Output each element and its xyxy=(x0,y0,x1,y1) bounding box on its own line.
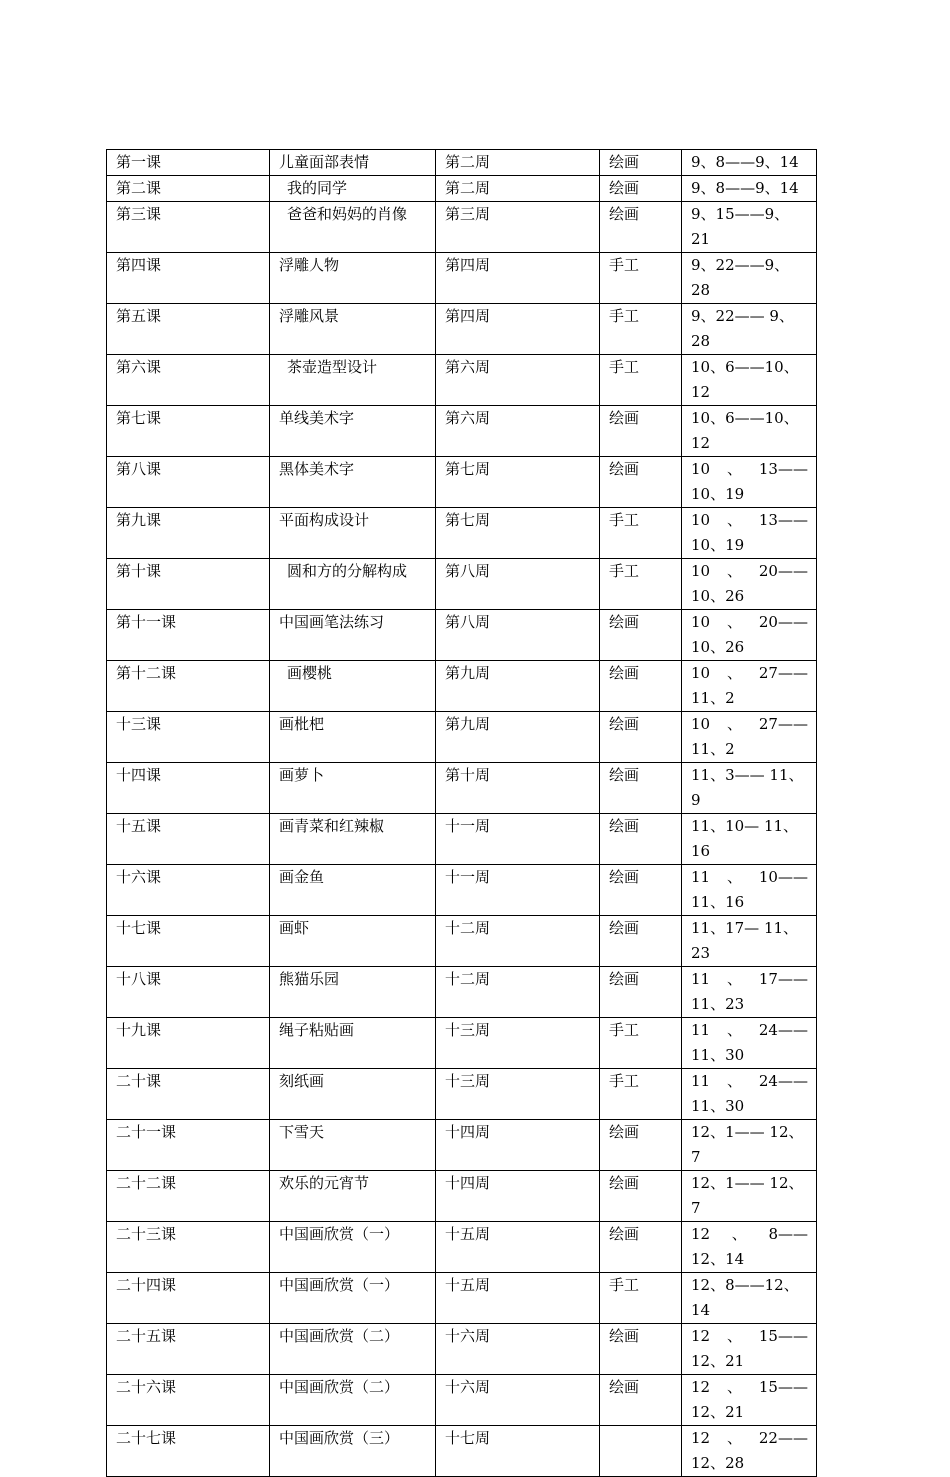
type-cell: 绘画 xyxy=(600,150,682,176)
table-row xyxy=(107,457,817,508)
topic-cell: 刻纸画 xyxy=(270,1069,436,1120)
type-cell: 手工 xyxy=(600,355,682,406)
topic-cell: 中国画欣赏（三） xyxy=(270,1426,436,1477)
date-range-line: 10 、 13—— xyxy=(691,511,808,529)
week-cell: 十五周 xyxy=(436,1273,600,1324)
type-cell: 手工 xyxy=(600,1018,682,1069)
date-range-line: 10 、 13—— xyxy=(691,460,808,478)
lesson-schedule-table xyxy=(106,149,817,1477)
week-cell: 十五周 xyxy=(436,1222,600,1273)
table-row xyxy=(107,763,817,814)
topic-cell: 画青菜和红辣椒 xyxy=(270,814,436,865)
date-range-line: 11、23 xyxy=(691,995,745,1013)
week-cell: 十二周 xyxy=(436,916,600,967)
date-range-line: 11、2 xyxy=(691,689,735,707)
lesson-cell: 十七课 xyxy=(107,916,270,967)
topic-cell: 熊猫乐园 xyxy=(270,967,436,1018)
lesson-cell: 第十课 xyxy=(107,559,270,610)
type-cell: 绘画 xyxy=(600,1375,682,1426)
date-range-cell xyxy=(682,406,817,457)
date-range-line: 9、8——9、14 xyxy=(691,179,799,197)
date-range-cell xyxy=(682,1018,817,1069)
date-range-line: 11 、 17—— xyxy=(691,970,808,988)
date-range-cell xyxy=(682,1426,817,1477)
date-range-line: 11、3—— 11、9 xyxy=(691,766,804,809)
topic-cell: 浮雕风景 xyxy=(270,304,436,355)
date-range-line: 10 、 20—— xyxy=(691,562,808,580)
date-range-line: 12 、 22—— xyxy=(691,1429,808,1447)
date-range-line: 12、14 xyxy=(691,1250,745,1268)
week-cell: 十六周 xyxy=(436,1324,600,1375)
date-range-cell xyxy=(682,1375,817,1426)
date-range-cell xyxy=(682,202,817,253)
type-cell: 绘画 xyxy=(600,814,682,865)
table-row xyxy=(107,253,817,304)
type-cell: 绘画 xyxy=(600,406,682,457)
table-row xyxy=(107,1324,817,1375)
topic-cell: 圆和方的分解构成 xyxy=(270,559,436,610)
table-row xyxy=(107,1069,817,1120)
week-cell: 十四周 xyxy=(436,1120,600,1171)
type-cell: 绘画 xyxy=(600,916,682,967)
topic-cell: 黑体美术字 xyxy=(270,457,436,508)
date-range-line: 10、19 xyxy=(691,536,745,554)
week-cell: 第六周 xyxy=(436,355,600,406)
table-row xyxy=(107,1273,817,1324)
table-row xyxy=(107,814,817,865)
week-cell: 十二周 xyxy=(436,967,600,1018)
topic-cell: 浮雕人物 xyxy=(270,253,436,304)
date-range-line: 12 、 8—— xyxy=(691,1225,808,1243)
table-row xyxy=(107,1426,817,1477)
date-range-cell xyxy=(682,253,817,304)
date-range-cell xyxy=(682,1222,817,1273)
type-cell: 绘画 xyxy=(600,712,682,763)
lesson-cell: 十四课 xyxy=(107,763,270,814)
lesson-cell: 第九课 xyxy=(107,508,270,559)
date-range-cell xyxy=(682,814,817,865)
date-range-cell xyxy=(682,1324,817,1375)
week-cell: 第九周 xyxy=(436,712,600,763)
date-range-line: 9、22—— 9、28 xyxy=(691,307,794,350)
lesson-cell: 二十一课 xyxy=(107,1120,270,1171)
table-row xyxy=(107,559,817,610)
lesson-cell: 第六课 xyxy=(107,355,270,406)
type-cell: 手工 xyxy=(600,559,682,610)
week-cell: 第八周 xyxy=(436,610,600,661)
date-range-line: 12、28 xyxy=(691,1454,745,1472)
topic-cell: 画金鱼 xyxy=(270,865,436,916)
date-range-cell xyxy=(682,967,817,1018)
week-cell: 十三周 xyxy=(436,1018,600,1069)
topic-cell: 儿童面部表情 xyxy=(270,150,436,176)
date-range-cell xyxy=(682,1171,817,1222)
lesson-cell: 二十三课 xyxy=(107,1222,270,1273)
date-range-line: 12、1—— 12、7 xyxy=(691,1123,804,1166)
date-range-cell xyxy=(682,150,817,176)
date-range-line: 10、6——10、12 xyxy=(691,358,799,401)
table-row xyxy=(107,1018,817,1069)
topic-cell: 欢乐的元宵节 xyxy=(270,1171,436,1222)
lesson-cell: 第七课 xyxy=(107,406,270,457)
type-cell: 绘画 xyxy=(600,967,682,1018)
date-range-line: 9、22——9、28 xyxy=(691,256,790,299)
type-cell: 绘画 xyxy=(600,865,682,916)
date-range-line: 12、1—— 12、7 xyxy=(691,1174,804,1217)
date-range-line: 10、6——10、12 xyxy=(691,409,799,452)
topic-cell: 画萝卜 xyxy=(270,763,436,814)
table-row xyxy=(107,355,817,406)
lesson-cell: 十五课 xyxy=(107,814,270,865)
table-row xyxy=(107,661,817,712)
type-cell: 绘画 xyxy=(600,1120,682,1171)
table-row xyxy=(107,1171,817,1222)
type-cell: 绘画 xyxy=(600,202,682,253)
table-row xyxy=(107,202,817,253)
date-range-cell xyxy=(682,1069,817,1120)
date-range-line: 12、21 xyxy=(691,1403,745,1421)
topic-cell: 中国画欣赏（二） xyxy=(270,1375,436,1426)
week-cell: 第十周 xyxy=(436,763,600,814)
date-range-line: 9、8——9、14 xyxy=(691,153,799,171)
type-cell: 手工 xyxy=(600,1069,682,1120)
lesson-cell: 十三课 xyxy=(107,712,270,763)
lesson-cell: 第五课 xyxy=(107,304,270,355)
lesson-cell: 第八课 xyxy=(107,457,270,508)
date-range-line: 10 、 27—— xyxy=(691,664,808,682)
date-range-line: 11、10— 11、16 xyxy=(691,817,799,860)
type-cell: 绘画 xyxy=(600,661,682,712)
date-range-line: 11、17— 11、23 xyxy=(691,919,799,962)
type-cell: 绘画 xyxy=(600,1222,682,1273)
table-row xyxy=(107,406,817,457)
week-cell: 第二周 xyxy=(436,150,600,176)
week-cell: 第三周 xyxy=(436,202,600,253)
date-range-cell xyxy=(682,712,817,763)
topic-cell: 画樱桃 xyxy=(270,661,436,712)
date-range-line: 11 、 24—— xyxy=(691,1072,808,1090)
topic-cell: 我的同学 xyxy=(270,176,436,202)
date-range-line: 11、16 xyxy=(691,893,745,911)
date-range-line: 11、30 xyxy=(691,1046,745,1064)
topic-cell: 爸爸和妈妈的肖像 xyxy=(270,202,436,253)
date-range-cell xyxy=(682,661,817,712)
date-range-cell xyxy=(682,865,817,916)
topic-cell: 中国画欣赏（二） xyxy=(270,1324,436,1375)
table-row xyxy=(107,150,817,176)
date-range-line: 12、21 xyxy=(691,1352,745,1370)
lesson-cell: 二十五课 xyxy=(107,1324,270,1375)
date-range-cell xyxy=(682,1273,817,1324)
date-range-cell xyxy=(682,559,817,610)
topic-cell: 平面构成设计 xyxy=(270,508,436,559)
lesson-cell: 二十二课 xyxy=(107,1171,270,1222)
type-cell: 手工 xyxy=(600,253,682,304)
date-range-cell xyxy=(682,610,817,661)
table-row xyxy=(107,712,817,763)
week-cell: 十六周 xyxy=(436,1375,600,1426)
date-range-cell xyxy=(682,916,817,967)
lesson-cell: 二十六课 xyxy=(107,1375,270,1426)
date-range-line: 10 、 27—— xyxy=(691,715,808,733)
type-cell: 手工 xyxy=(600,304,682,355)
date-range-line: 12 、 15—— xyxy=(691,1327,808,1345)
date-range-cell xyxy=(682,176,817,202)
date-range-line: 10、19 xyxy=(691,485,745,503)
date-range-line: 11、2 xyxy=(691,740,735,758)
topic-cell: 下雪天 xyxy=(270,1120,436,1171)
date-range-cell xyxy=(682,1120,817,1171)
week-cell: 第六周 xyxy=(436,406,600,457)
date-range-line: 11 、 24—— xyxy=(691,1021,808,1039)
date-range-cell xyxy=(682,457,817,508)
type-cell: 绘画 xyxy=(600,1171,682,1222)
table-row xyxy=(107,1120,817,1171)
date-range-line: 11 、 10—— xyxy=(691,868,808,886)
type-cell: 绘画 xyxy=(600,457,682,508)
table-row xyxy=(107,176,817,202)
topic-cell: 画虾 xyxy=(270,916,436,967)
date-range-line: 12、8——12、14 xyxy=(691,1276,799,1319)
week-cell: 十一周 xyxy=(436,814,600,865)
date-range-line: 11、30 xyxy=(691,1097,745,1115)
week-cell: 第二周 xyxy=(436,176,600,202)
table-row xyxy=(107,1222,817,1273)
topic-cell: 茶壶造型设计 xyxy=(270,355,436,406)
lesson-cell: 第十一课 xyxy=(107,610,270,661)
type-cell xyxy=(600,1426,682,1477)
lesson-cell: 十六课 xyxy=(107,865,270,916)
week-cell: 第七周 xyxy=(436,457,600,508)
table-row xyxy=(107,865,817,916)
week-cell: 第四周 xyxy=(436,253,600,304)
lesson-cell: 二十课 xyxy=(107,1069,270,1120)
week-cell: 十一周 xyxy=(436,865,600,916)
week-cell: 十三周 xyxy=(436,1069,600,1120)
topic-cell: 中国画欣赏（一） xyxy=(270,1222,436,1273)
week-cell: 十七周 xyxy=(436,1426,600,1477)
date-range-line: 10、26 xyxy=(691,587,745,605)
week-cell: 第七周 xyxy=(436,508,600,559)
table-row xyxy=(107,1375,817,1426)
table-row xyxy=(107,304,817,355)
schedule-body xyxy=(107,150,817,1477)
week-cell: 十四周 xyxy=(436,1171,600,1222)
lesson-cell: 十八课 xyxy=(107,967,270,1018)
type-cell: 手工 xyxy=(600,1273,682,1324)
type-cell: 绘画 xyxy=(600,610,682,661)
topic-cell: 中国画欣赏（一） xyxy=(270,1273,436,1324)
lesson-cell: 十九课 xyxy=(107,1018,270,1069)
topic-cell: 单线美术字 xyxy=(270,406,436,457)
lesson-cell: 二十七课 xyxy=(107,1426,270,1477)
topic-cell: 画枇杷 xyxy=(270,712,436,763)
lesson-cell: 第一课 xyxy=(107,150,270,176)
date-range-cell xyxy=(682,508,817,559)
lesson-cell: 第三课 xyxy=(107,202,270,253)
type-cell: 绘画 xyxy=(600,763,682,814)
lesson-cell: 第四课 xyxy=(107,253,270,304)
week-cell: 第九周 xyxy=(436,661,600,712)
date-range-line: 12 、 15—— xyxy=(691,1378,808,1396)
type-cell: 绘画 xyxy=(600,176,682,202)
table-row xyxy=(107,610,817,661)
date-range-cell xyxy=(682,304,817,355)
date-range-cell xyxy=(682,763,817,814)
lesson-cell: 第二课 xyxy=(107,176,270,202)
date-range-line: 10、26 xyxy=(691,638,745,656)
table-row xyxy=(107,967,817,1018)
week-cell: 第八周 xyxy=(436,559,600,610)
week-cell: 第四周 xyxy=(436,304,600,355)
table-row xyxy=(107,916,817,967)
topic-cell: 绳子粘贴画 xyxy=(270,1018,436,1069)
table-row xyxy=(107,508,817,559)
date-range-line: 10 、 20—— xyxy=(691,613,808,631)
date-range-cell xyxy=(682,355,817,406)
type-cell: 绘画 xyxy=(600,1324,682,1375)
date-range-line: 9、15——9、21 xyxy=(691,205,790,248)
topic-cell: 中国画笔法练习 xyxy=(270,610,436,661)
type-cell: 手工 xyxy=(600,508,682,559)
lesson-cell: 第十二课 xyxy=(107,661,270,712)
lesson-cell: 二十四课 xyxy=(107,1273,270,1324)
